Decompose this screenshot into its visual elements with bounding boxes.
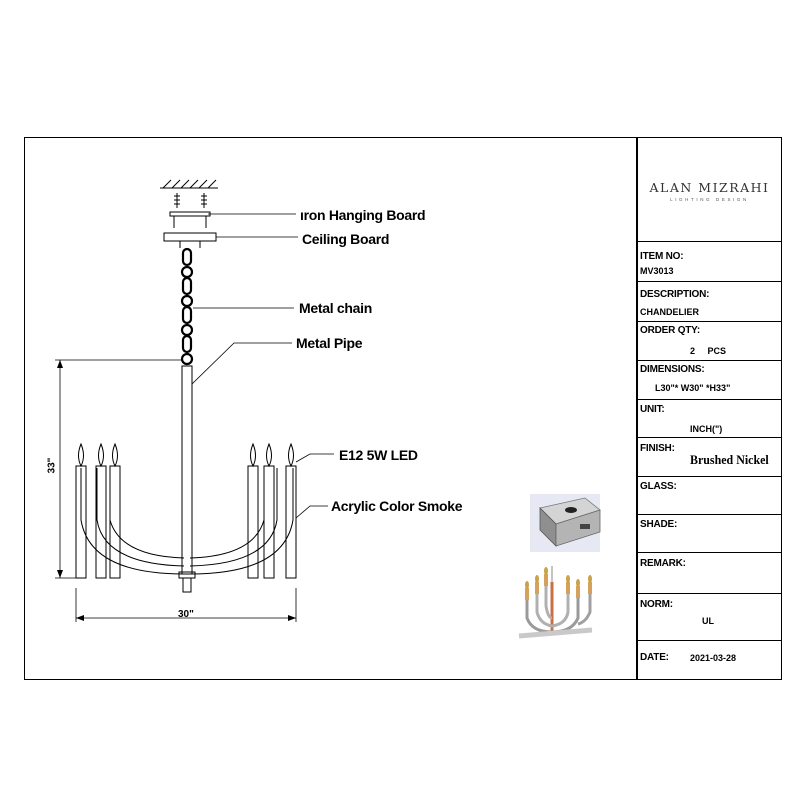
- metal-chain: [182, 249, 192, 364]
- callout-iron-hanging-board: ıron Hanging Board: [300, 207, 426, 223]
- dimensions-label: DIMENSIONS:: [640, 364, 705, 375]
- callout-acrylic: Acrylic Color Smoke: [331, 498, 463, 514]
- brand-tagline: LIGHTING DESIGN: [670, 197, 749, 202]
- date-value: 2021-03-28: [690, 653, 737, 663]
- callout-metal-pipe: Metal Pipe: [296, 335, 363, 351]
- unit-value: INCH("): [690, 424, 723, 434]
- ceiling-hatch: [160, 180, 218, 188]
- arms: [81, 468, 293, 574]
- leader-lines: [192, 214, 334, 518]
- shade-label: SHADE:: [640, 519, 678, 530]
- unit-label: UNIT:: [640, 404, 665, 415]
- callout-bulb: E12 5W LED: [339, 447, 418, 463]
- driver-box-photo: [530, 494, 600, 552]
- remark-label: REMARK:: [640, 558, 686, 569]
- height-dimension-label: 33": [46, 457, 58, 474]
- candle-bulbs: [79, 444, 294, 466]
- dimension-arrows: [57, 360, 296, 621]
- metal-pipe: [182, 366, 192, 574]
- finish-value: Brushed Nickel: [690, 452, 769, 467]
- callout-ceiling-board: Ceiling Board: [302, 231, 390, 247]
- finish-label: FINISH:: [640, 443, 675, 454]
- hub: [179, 572, 195, 578]
- dimensions-value: L30"* W30" *H33": [655, 383, 731, 393]
- iron-hanging-board: [170, 212, 210, 216]
- item-no-label: ITEM NO:: [640, 251, 684, 262]
- date-label: DATE:: [640, 652, 669, 663]
- width-dimension-label: 30": [178, 609, 194, 620]
- norm-label: NORM:: [640, 599, 673, 610]
- order-qty-value: 2 PCS: [690, 346, 727, 356]
- finial: [183, 578, 191, 592]
- glass-label: GLASS:: [640, 481, 677, 492]
- product-photo: [519, 566, 592, 636]
- order-qty-label: ORDER QTY:: [640, 325, 701, 336]
- ceiling-board: [164, 233, 216, 241]
- callout-metal-chain: Metal chain: [299, 300, 372, 316]
- brand-name: ALAN MIZRAHI: [649, 180, 770, 195]
- dimension-lines: [55, 360, 296, 622]
- screws-icon: [174, 193, 207, 208]
- description-value: CHANDELIER: [640, 307, 700, 317]
- item-no-value: MV3013: [640, 266, 674, 276]
- norm-value: UL: [702, 616, 714, 626]
- description-label: DESCRIPTION:: [640, 289, 710, 300]
